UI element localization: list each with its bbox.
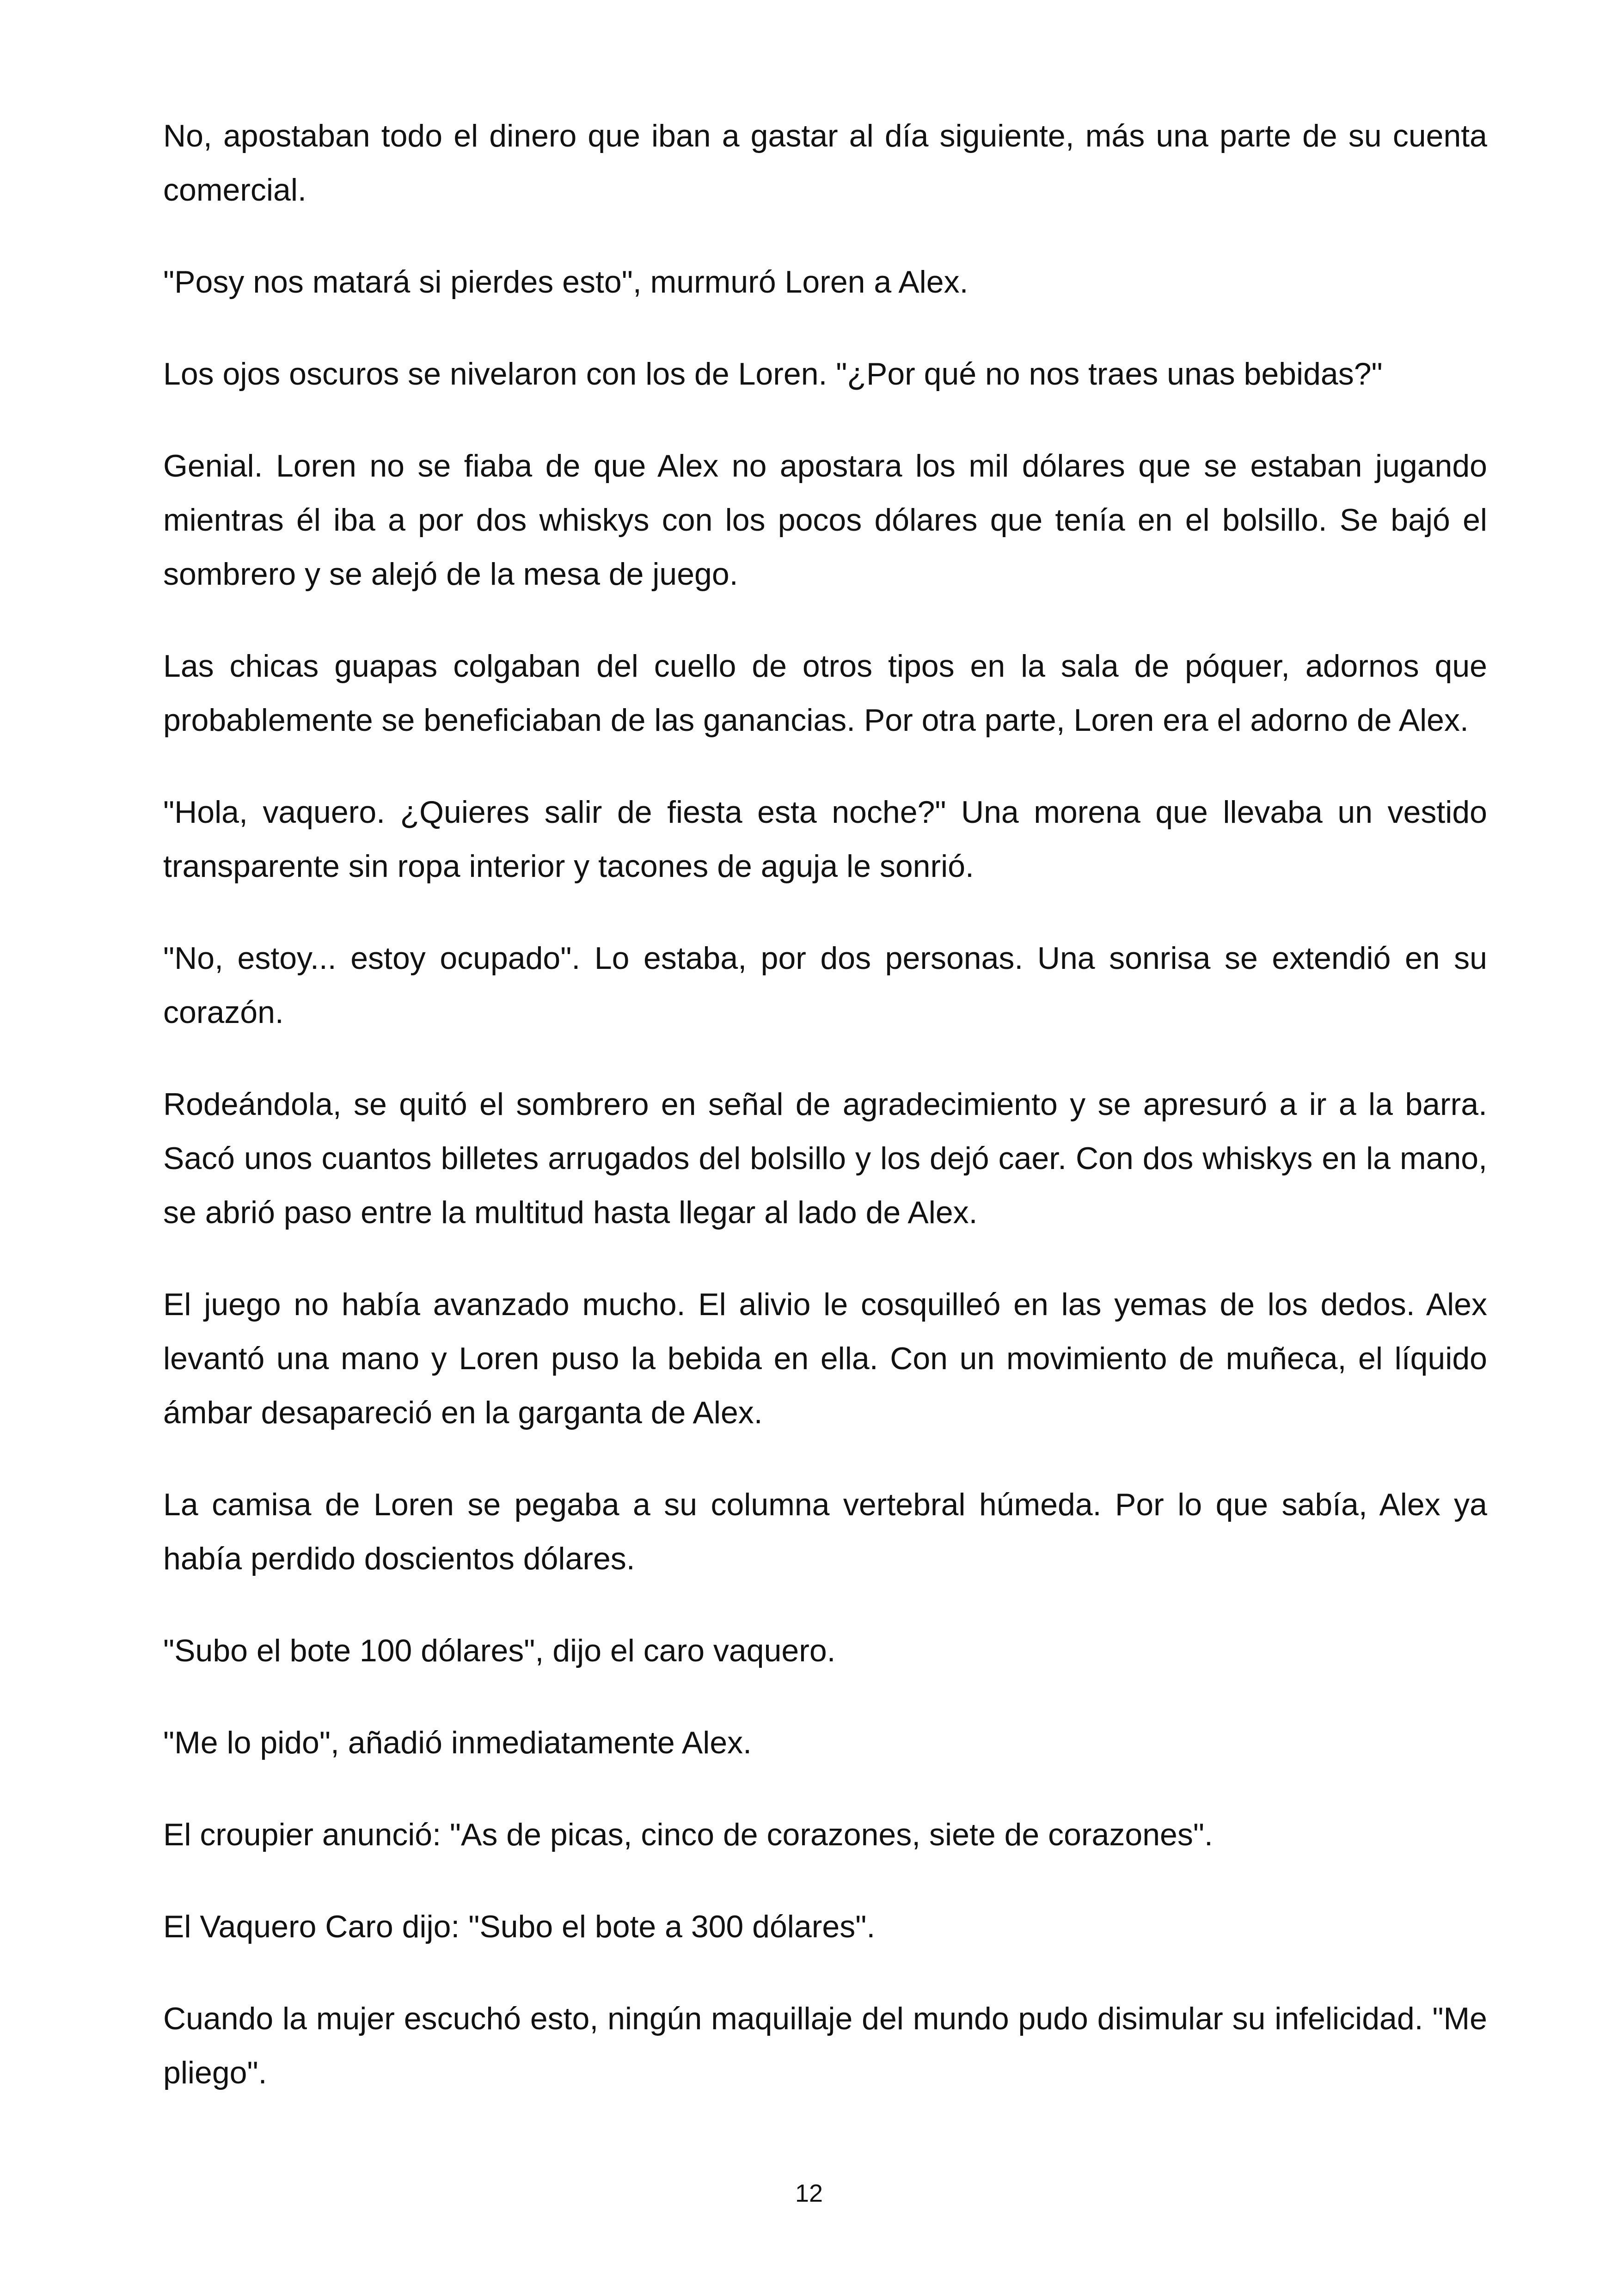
paragraph: Rodeándola, se quitó el sombrero en señal de agradecimiento y se apresuró a ir a la barra. Sacó unos cuantos billetes arrugados del bolsillo y los dejó caer. Con dos whiskys en la mano, se abrió paso entre la multitud hasta llegar al lado de Alex.: [163, 1087, 1487, 1230]
paragraph: "Posy nos matará si pierdes esto", murmuró Loren a Alex.: [163, 264, 968, 300]
paragraph: La camisa de Loren se pegaba a su columna vertebral húmeda. Por lo que sabía, Alex ya había perdido doscientos dólares.: [163, 1487, 1487, 1576]
paragraph: Cuando la mujer escuchó esto, ningún maquillaje del mundo pudo disimular su infelicidad. "Me pliego".: [163, 2001, 1487, 2090]
body-text: [163, 109, 1487, 2138]
paragraph: "Subo el bote 100 dólares", dijo el caro vaquero.: [163, 1633, 836, 1668]
paragraph: El Vaquero Caro dijo: "Subo el bote a 300 dólares".: [163, 1909, 876, 1944]
paragraph: "No, estoy... estoy ocupado". Lo estaba, por dos personas. Una sonrisa se extendió en su corazón.: [163, 941, 1487, 1030]
paragraph: No, apostaban todo el dinero que iban a gastar al día siguiente, más una parte de su cuenta comercial.: [163, 118, 1487, 208]
paragraph: Genial. Loren no se fiaba de que Alex no apostara los mil dólares que se estaban jugando mientras él iba a por dos whiskys con los pocos dólares que tenía en el bolsillo. Se bajó el sombrero y se alejó de la mesa de juego.: [163, 448, 1487, 592]
paragraph: Los ojos oscuros se nivelaron con los de Loren. "¿Por qué no nos traes unas bebidas?": [163, 356, 1383, 392]
paragraph: El juego no había avanzado mucho. El alivio le cosquilleó en las yemas de los dedos. Alex levantó una mano y Loren puso la bebida en ella. Con un movimiento de muñeca, el líquido ámbar desapareció en la garganta de Alex.: [163, 1287, 1487, 1430]
paragraph: "Hola, vaquero. ¿Quieres salir de fiesta esta noche?" Una morena que llevaba un vestido transparente sin ropa interior y tacones de aguja le sonrió.: [163, 795, 1487, 884]
page-number: 12: [795, 2180, 823, 2207]
paragraph: "Me lo pido", añadió inmediatamente Alex.: [163, 1725, 752, 1760]
paragraph: Las chicas guapas colgaban del cuello de otros tipos en la sala de póquer, adornos que probablemente se beneficiaban de las ganancias. Por otra parte, Loren era el adorno de Alex.: [163, 649, 1487, 738]
paragraph: El croupier anunció: "As de picas, cinco de corazones, siete de corazones".: [163, 1817, 1213, 1852]
